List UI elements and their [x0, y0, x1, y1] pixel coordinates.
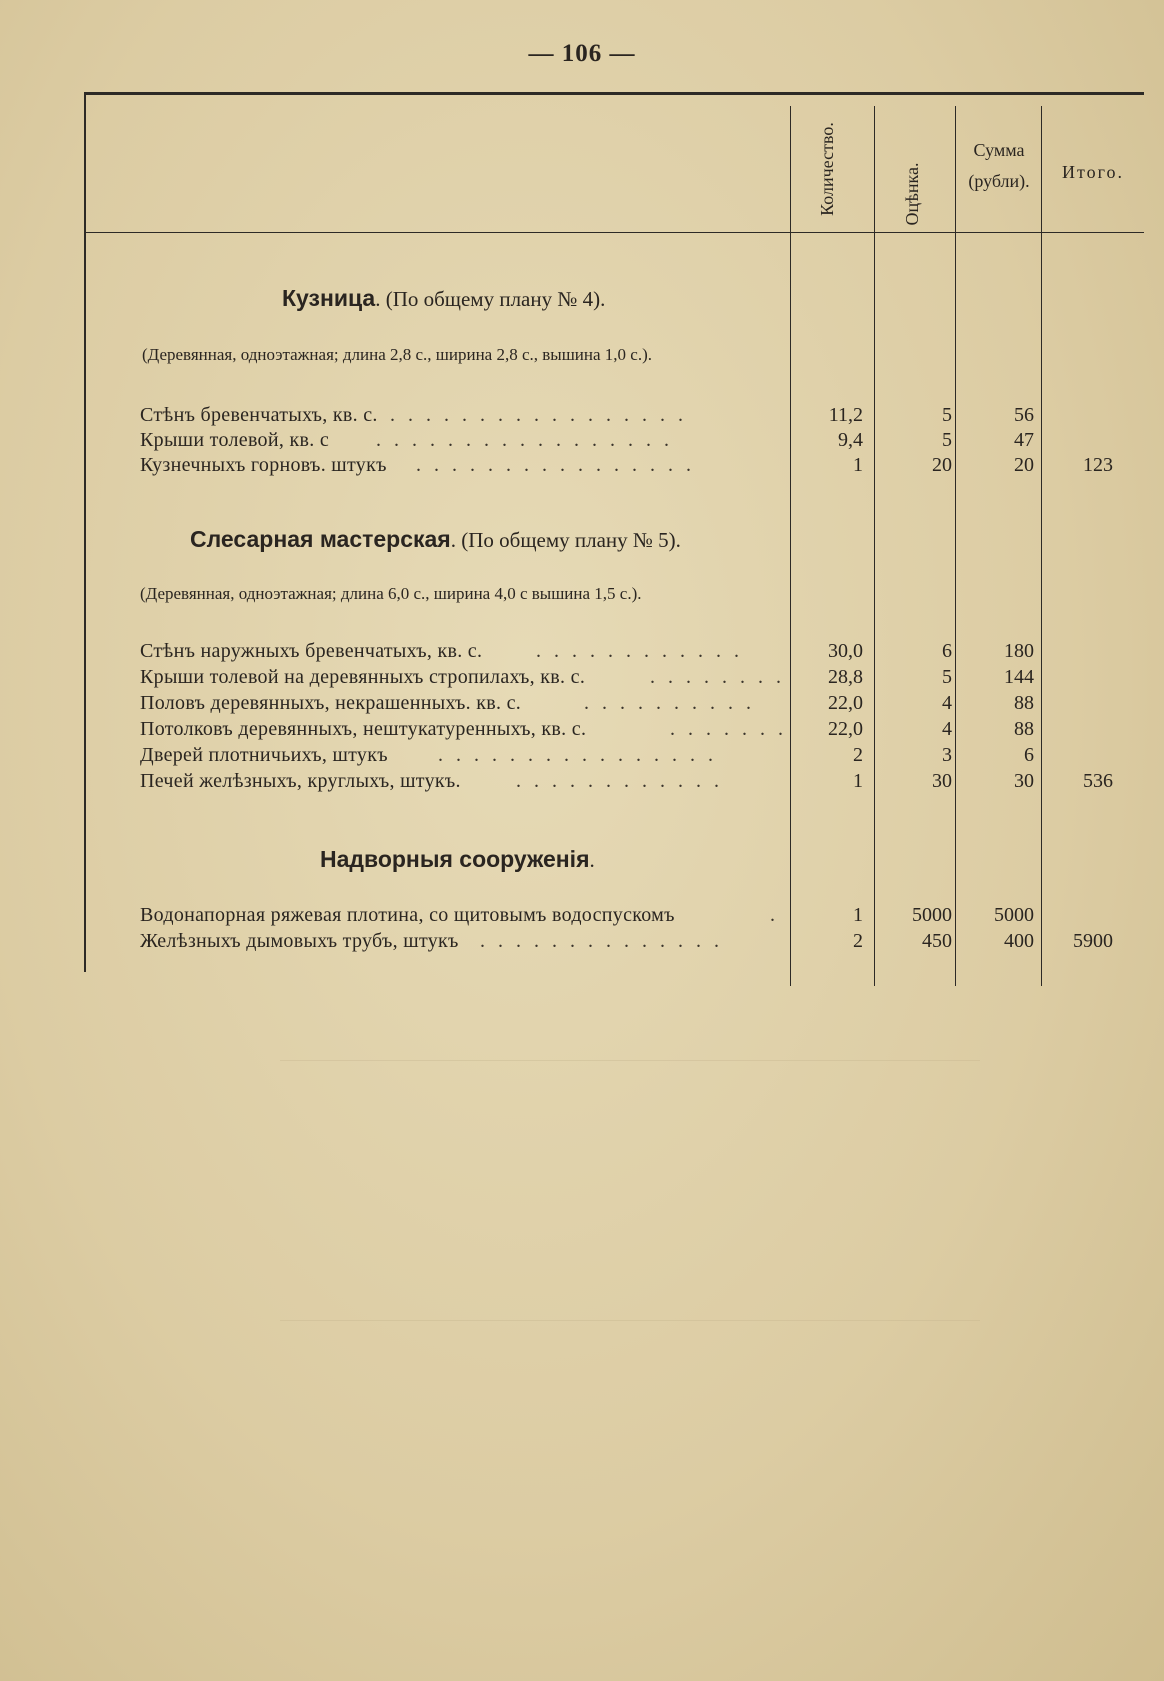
row-label: Крыши толевой на деревянныхъ стропилахъ, кв. с. [140, 666, 586, 688]
table-top-rule [84, 92, 1144, 95]
row-quantity: 1 [853, 904, 863, 926]
row-valuation: 450 [922, 930, 952, 952]
section-title-locksmith-text: Слесарная мастерская [190, 526, 451, 552]
leader-dots: . . . . . . . . [650, 666, 785, 688]
row-quantity: 22,0 [828, 718, 863, 740]
leader-dots: . . . . . . . . . . . . [536, 640, 743, 662]
section-title-yard-text: Надворныя сооруженія [320, 846, 590, 872]
row-valuation: 5000 [912, 904, 952, 926]
row-total: 536 [1083, 770, 1113, 792]
row-label: Потолковъ деревянныхъ, нештукатуренныхъ, кв. с. [140, 718, 587, 740]
row-quantity: 9,4 [838, 429, 863, 451]
leader-dots: . . . . . . . [670, 718, 787, 740]
section-title-yard-structures [320, 846, 595, 873]
row-total: 123 [1083, 454, 1113, 476]
row-label: Кузнечныхъ горновъ. штукъ [140, 454, 387, 476]
table-row [140, 404, 1144, 431]
section-description-locksmith: (Деревянная, одноэтажная; длина 6,0 с., ширина 4,0 с вышина 1,5 с.). [140, 584, 642, 603]
row-quantity: 2 [853, 930, 863, 952]
table-row [140, 666, 1144, 693]
row-valuation: 5 [942, 404, 952, 426]
leader-dots: . . . . . . . . . . [584, 692, 755, 714]
header-sum-line1: Сумма [973, 140, 1025, 160]
row-label: Дверей плотничьихъ, штукъ [140, 744, 388, 766]
row-sum: 20 [1014, 454, 1034, 476]
header-quantity: Количество. [817, 122, 837, 216]
row-label: Крыши толевой, кв. с [140, 429, 329, 451]
row-quantity: 22,0 [828, 692, 863, 714]
table-row [140, 640, 1144, 667]
row-quantity: 28,8 [828, 666, 863, 688]
row-quantity: 11,2 [828, 404, 863, 426]
row-valuation: 5 [942, 666, 952, 688]
row-label: Печей желѣзныхъ, круглыхъ, штукъ. [140, 770, 461, 792]
row-label: Стѣнъ бревенчатыхъ, кв. с. [140, 404, 378, 426]
table-row [140, 904, 1144, 931]
header-bottom-rule [84, 232, 1144, 233]
section-title-smithy-note: . (По общему плану № 4). [375, 287, 606, 311]
row-valuation: 6 [942, 640, 952, 662]
table-left-rule [84, 92, 86, 972]
row-quantity: 1 [853, 770, 863, 792]
row-sum: 5000 [994, 904, 1034, 926]
row-sum: 47 [1014, 429, 1034, 451]
row-quantity: 30,0 [828, 640, 863, 662]
table-row [140, 718, 1144, 745]
row-valuation: 4 [942, 718, 952, 740]
row-sum: 180 [1004, 640, 1034, 662]
row-label: Половъ деревянныхъ, некрашенныхъ. кв. с. [140, 692, 522, 714]
row-sum: 88 [1014, 718, 1034, 740]
row-valuation: 3 [942, 744, 952, 766]
col-divider-sum [955, 106, 956, 986]
bleed-through-texture [280, 1060, 980, 1181]
row-valuation: 4 [942, 692, 952, 714]
leader-dots: . . . . . . . . . . . . [516, 770, 723, 792]
leader-dots: . [770, 904, 779, 926]
estimate-table [84, 92, 1144, 972]
leader-dots: . . . . . . . . . . . . . . . . [438, 744, 717, 766]
row-sum: 400 [1004, 930, 1034, 952]
row-sum: 88 [1014, 692, 1034, 714]
row-quantity: 2 [853, 744, 863, 766]
header-total: Итого. [1061, 162, 1125, 182]
row-label: Стѣнъ наружныхъ бревенчатыхъ, кв. с. [140, 640, 483, 662]
col-divider-total [1041, 106, 1042, 986]
row-label: Водонапорная ряжевая плотина, со щитовымъ водоспускомъ [140, 904, 675, 926]
row-sum: 6 [1024, 744, 1034, 766]
row-sum: 144 [1004, 666, 1034, 688]
section-title-yard-note: . [589, 848, 595, 872]
row-valuation: 5 [942, 429, 952, 451]
table-row [140, 930, 1144, 957]
row-quantity: 1 [853, 454, 863, 476]
page-number: — 106 — [528, 40, 636, 67]
leader-dots: . . . . . . . . . . . . . . . . . [390, 404, 687, 426]
col-divider-quantity [790, 106, 791, 986]
section-title-locksmith-note: . (По общему плану № 5). [450, 528, 681, 552]
bleed-through-texture [280, 1320, 980, 1441]
col-divider-valuation [874, 106, 875, 986]
section-title-locksmith-workshop [190, 526, 681, 553]
row-total: 5900 [1073, 930, 1113, 952]
header-sum [956, 140, 1042, 192]
table-row [140, 744, 1144, 771]
row-valuation: 20 [932, 454, 952, 476]
table-row [140, 454, 1144, 481]
table-row [140, 770, 1144, 797]
leader-dots: . . . . . . . . . . . . . . . . [416, 454, 695, 476]
header-sum-line2: (рубли). [968, 171, 1030, 191]
row-valuation: 30 [932, 770, 952, 792]
row-sum: 56 [1014, 404, 1034, 426]
leader-dots: . . . . . . . . . . . . . . [480, 930, 723, 952]
section-description-smithy: (Деревянная, одноэтажная; длина 2,8 с., ширина 2,8 с., вышина 1,0 с.). [142, 345, 652, 364]
table-row [140, 692, 1144, 719]
table-row [140, 429, 1144, 456]
row-sum: 30 [1014, 770, 1034, 792]
leader-dots: . . . . . . . . . . . . . . . . . [376, 429, 673, 451]
section-title-smithy [282, 285, 605, 312]
section-title-smithy-text: Кузница [282, 285, 376, 311]
row-label: Желѣзныхъ дымовыхъ трубъ, штукъ [140, 930, 459, 952]
header-valuation: Оцѣнка. [902, 162, 922, 226]
